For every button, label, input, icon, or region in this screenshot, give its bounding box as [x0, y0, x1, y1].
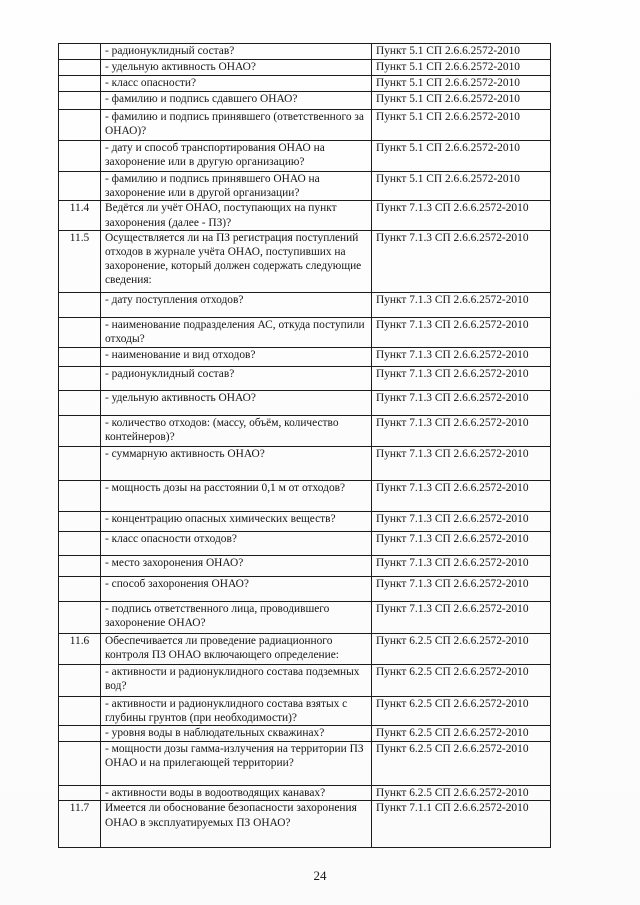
reference-cell: Пункт 5.1 СП 2.6.6.2572-2010 — [372, 44, 551, 60]
table-row — [59, 633, 551, 664]
question-cell: - подпись ответственного лица, проводившего захоронение ОНАО? — [101, 601, 372, 633]
question-cell: - удельную активность ОНАО? — [101, 390, 372, 415]
item-number-cell — [59, 531, 101, 555]
reference-cell: Пункт 5.1 СП 2.6.6.2572-2010 — [372, 172, 551, 201]
question-cell: - уровня воды в наблюдательных скважинах? — [101, 726, 372, 742]
item-number-cell: 11.7 — [59, 801, 101, 848]
table-row — [59, 76, 551, 92]
table-row — [59, 801, 551, 848]
reference-cell: Пункт 7.1.3 СП 2.6.6.2572-2010 — [372, 415, 551, 446]
reference-cell: Пункт 7.1.3 СП 2.6.6.2572-2010 — [372, 292, 551, 317]
item-number-cell — [59, 786, 101, 801]
item-number-cell — [59, 576, 101, 601]
question-cell: - фамилию и подпись принявшего (ответственного за ОНАО)? — [101, 110, 372, 141]
item-number-cell — [59, 366, 101, 390]
reference-cell: Пункт 7.1.3 СП 2.6.6.2572-2010 — [372, 201, 551, 230]
question-cell: - класс опасности отходов? — [101, 531, 372, 555]
item-number-cell — [59, 555, 101, 576]
item-number-cell — [59, 742, 101, 786]
reference-cell: Пункт 6.2.5 СП 2.6.6.2572-2010 — [372, 664, 551, 696]
table-row — [59, 601, 551, 633]
question-cell: - активности и радионуклидного состава взятых с глубины грунтов (при необходимости)? — [101, 696, 372, 725]
table-row — [59, 92, 551, 110]
reference-cell: Пункт 5.1 СП 2.6.6.2572-2010 — [372, 76, 551, 92]
question-cell: - фамилию и подпись принявшего ОНАО на захоронение или в другой организации? — [101, 172, 372, 201]
reference-cell: Пункт 7.1.3 СП 2.6.6.2572-2010 — [372, 347, 551, 366]
item-number-cell — [59, 141, 101, 172]
table-row — [59, 531, 551, 555]
item-number-cell — [59, 292, 101, 317]
item-number-cell — [59, 664, 101, 696]
question-cell: Ведётся ли учёт ОНАО, поступающих на пункт захоронения (далее - ПЗ)? — [101, 201, 372, 230]
reference-cell: Пункт 6.2.5 СП 2.6.6.2572-2010 — [372, 786, 551, 801]
item-number-cell — [59, 696, 101, 725]
table-row — [59, 317, 551, 347]
table-row — [59, 696, 551, 725]
reference-cell: Пункт 7.1.3 СП 2.6.6.2572-2010 — [372, 317, 551, 347]
item-number-cell — [59, 44, 101, 60]
table-row — [59, 60, 551, 76]
reference-cell: Пункт 7.1.3 СП 2.6.6.2572-2010 — [372, 366, 551, 390]
table-row — [59, 415, 551, 446]
table-row — [59, 555, 551, 576]
reference-cell: Пункт 7.1.3 СП 2.6.6.2572-2010 — [372, 576, 551, 601]
reference-cell: Пункт 6.2.5 СП 2.6.6.2572-2010 — [372, 633, 551, 664]
item-number-cell — [59, 390, 101, 415]
question-cell: - суммарную активность ОНАО? — [101, 446, 372, 480]
reference-cell: Пункт 7.1.3 СП 2.6.6.2572-2010 — [372, 601, 551, 633]
reference-cell: Пункт 5.1 СП 2.6.6.2572-2010 — [372, 110, 551, 141]
question-cell: - радионуклидный состав? — [101, 44, 372, 60]
item-number-cell: 11.5 — [59, 230, 101, 292]
table-row — [59, 576, 551, 601]
item-number-cell — [59, 60, 101, 76]
table-row — [59, 292, 551, 317]
page-number: 24 — [313, 868, 327, 883]
table-row — [59, 480, 551, 511]
question-cell: - радионуклидный состав? — [101, 366, 372, 390]
item-number-cell — [59, 480, 101, 511]
item-number-cell — [59, 110, 101, 141]
table-row — [59, 786, 551, 801]
question-cell: - активности воды в водоотводящих канавах? — [101, 786, 372, 801]
question-cell: - наименование подразделения АС, откуда поступили отходы? — [101, 317, 372, 347]
item-number-cell — [59, 76, 101, 92]
reference-cell: Пункт 7.1.3 СП 2.6.6.2572-2010 — [372, 446, 551, 480]
item-number-cell — [59, 172, 101, 201]
table-row — [59, 172, 551, 201]
item-number-cell — [59, 601, 101, 633]
question-cell: Имеется ли обоснование безопасности захоронения ОНАО в эксплуатируемых ПЗ ОНАО? — [101, 801, 372, 848]
table-row — [59, 110, 551, 141]
table-row — [59, 742, 551, 786]
item-number-cell — [59, 511, 101, 531]
question-cell: - мощность дозы на расстоянии 0,1 м от отходов? — [101, 480, 372, 511]
question-cell: - способ захоронения ОНАО? — [101, 576, 372, 601]
reference-cell: Пункт 7.1.3 СП 2.6.6.2572-2010 — [372, 390, 551, 415]
requirements-table — [58, 43, 551, 848]
reference-cell: Пункт 5.1 СП 2.6.6.2572-2010 — [372, 141, 551, 172]
table-row — [59, 726, 551, 742]
table-row — [59, 201, 551, 230]
reference-cell: Пункт 7.1.1 СП 2.6.6.2572-2010 — [372, 801, 551, 848]
item-number-cell — [59, 726, 101, 742]
reference-cell: Пункт 6.2.5 СП 2.6.6.2572-2010 — [372, 742, 551, 786]
table-row — [59, 347, 551, 366]
question-cell: - концентрацию опасных химических веществ? — [101, 511, 372, 531]
reference-cell: Пункт 5.1 СП 2.6.6.2572-2010 — [372, 60, 551, 76]
question-cell: - фамилию и подпись сдавшего ОНАО? — [101, 92, 372, 110]
item-number-cell — [59, 347, 101, 366]
reference-cell: Пункт 6.2.5 СП 2.6.6.2572-2010 — [372, 696, 551, 725]
table-row — [59, 44, 551, 60]
item-number-cell — [59, 415, 101, 446]
reference-cell: Пункт 7.1.3 СП 2.6.6.2572-2010 — [372, 480, 551, 511]
question-cell: - дату поступления отходов? — [101, 292, 372, 317]
table-row — [59, 390, 551, 415]
question-cell: - активности и радионуклидного состава подземных вод? — [101, 664, 372, 696]
question-cell: - мощности дозы гамма-излучения на территории ПЗ ОНАО и на прилегающей территории? — [101, 742, 372, 786]
table-row — [59, 230, 551, 292]
table-row — [59, 446, 551, 480]
reference-cell: Пункт 7.1.3 СП 2.6.6.2572-2010 — [372, 511, 551, 531]
item-number-cell — [59, 446, 101, 480]
question-cell: - класс опасности? — [101, 76, 372, 92]
item-number-cell: 11.4 — [59, 201, 101, 230]
table-row — [59, 664, 551, 696]
question-cell: - дату и способ транспортирования ОНАО на захоронение или в другую организацию? — [101, 141, 372, 172]
reference-cell: Пункт 7.1.3 СП 2.6.6.2572-2010 — [372, 555, 551, 576]
item-number-cell — [59, 317, 101, 347]
reference-cell: Пункт 7.1.3 СП 2.6.6.2572-2010 — [372, 230, 551, 292]
reference-cell: Пункт 7.1.3 СП 2.6.6.2572-2010 — [372, 531, 551, 555]
reference-cell: Пункт 5.1 СП 2.6.6.2572-2010 — [372, 92, 551, 110]
item-number-cell: 11.6 — [59, 633, 101, 664]
table-row — [59, 366, 551, 390]
question-cell: - количество отходов: (массу, объём, количество контейнеров)? — [101, 415, 372, 446]
item-number-cell — [59, 92, 101, 110]
table-row — [59, 511, 551, 531]
requirements-table-body — [59, 44, 551, 848]
question-cell: Обеспечивается ли проведение радиационного контроля ПЗ ОНАО включающего определение: — [101, 633, 372, 664]
reference-cell: Пункт 6.2.5 СП 2.6.6.2572-2010 — [372, 726, 551, 742]
question-cell: - место захоронения ОНАО? — [101, 555, 372, 576]
table-row — [59, 141, 551, 172]
question-cell: Осуществляется ли на ПЗ регистрация поступлений отходов в журнале учёта ОНАО, поступивших на захоронение, который должен содержать следующие сведения: — [101, 230, 372, 292]
question-cell: - удельную активность ОНАО? — [101, 60, 372, 76]
question-cell: - наименование и вид отходов? — [101, 347, 372, 366]
